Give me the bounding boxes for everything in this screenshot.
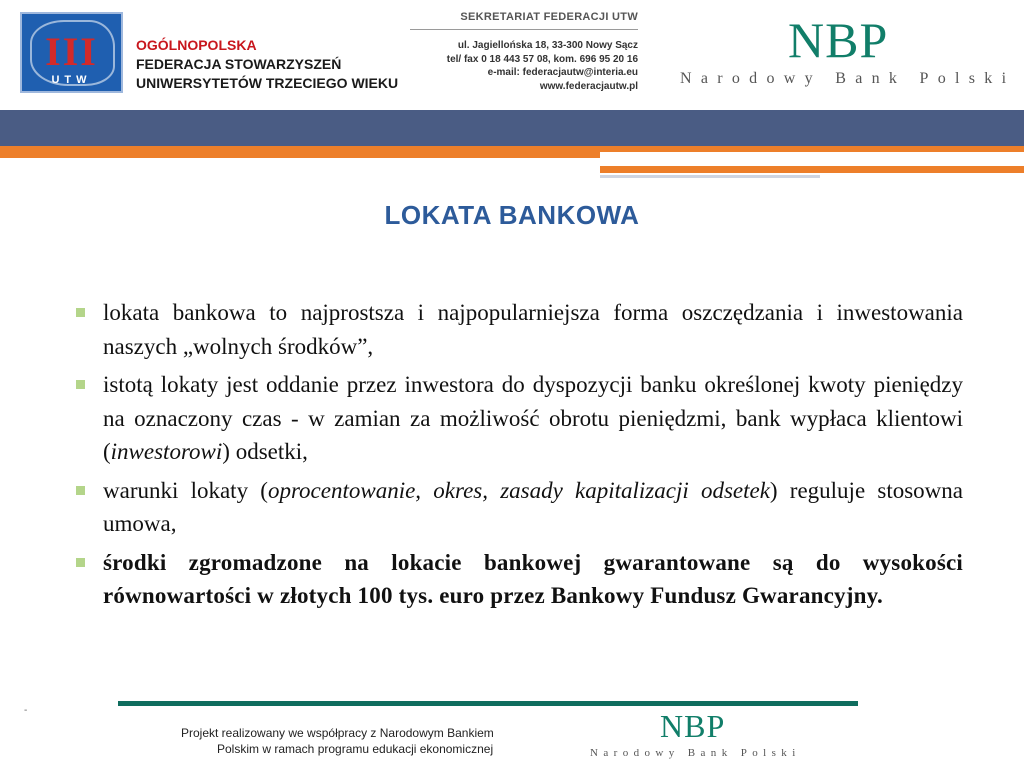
bullet-text (103, 368, 963, 469)
nbp-logo-footer-fullname: Narodowy Bank Polski (590, 747, 801, 759)
bullet-text-part: ) odsetki, (222, 439, 308, 464)
bullet-square-icon (76, 380, 85, 389)
utw-logo-roman: III (45, 29, 98, 74)
list-item (76, 546, 963, 613)
footer-dash: - (24, 705, 28, 716)
bullet-list (76, 296, 963, 618)
bullet-text-italic: inwestorowi (110, 439, 223, 464)
secretariat-phone: tel/ fax 0 18 443 57 08, kom. 696 95 20 16 (446, 53, 638, 65)
nbp-logo-header-fullname: Narodowy Bank Polski (680, 70, 1016, 87)
nbp-logo-footer-acronym: NBP (660, 708, 726, 744)
bullet-text-italic: oprocentowanie, okres, zasady kapitalizacji odsetek (267, 477, 770, 503)
list-item (76, 474, 963, 541)
bullet-text: środki zgromadzone na lokacie bankowej gwarantowane są do wysokości równowartości w złotych 100 tys. euro przez Bankowy Fundusz Gwarancyjny. (103, 549, 963, 608)
bullet-text-part: istotą lokaty jest oddanie przez inwestora do dyspozycji banku określonej kwoty pieniędzy na oznaczony czas - w zamian za możliwość obrotu pieniędzmi, bank wypłaca klientowi ( (103, 372, 963, 464)
nbp-logo-header (680, 12, 1016, 88)
bullet-text: lokata bankowa to najprostsza i najpopularniejsza forma oszczędzania i inwestowania naszych „wolnych środków”, (103, 300, 963, 359)
footer-divider (118, 701, 858, 706)
header-band-blue (0, 110, 1024, 146)
page-title: LOKATA BANKOWA (384, 200, 640, 230)
federation-name-line3: UNIWERSYTETÓW TRZECIEGO WIEKU (136, 75, 399, 91)
secretariat-contact (410, 11, 638, 93)
bullet-square-icon (76, 308, 85, 317)
secretariat-address: ul. Jagiellońska 18, 33-300 Nowy Sącz (457, 40, 638, 51)
bullet-text-part: ) reguluje stosowna umowa, (103, 477, 963, 536)
nbp-logo-footer (590, 710, 810, 759)
header-band-orange-right (600, 166, 1024, 173)
header-band-notch (600, 152, 1024, 177)
secretariat-email[interactable]: e-mail: federacjautw@interia.eu (487, 67, 638, 78)
footer-note-line2: Polskim w ramach programu edukacji ekonomicznej (217, 742, 494, 756)
federation-name (136, 36, 398, 93)
bullet-square-icon (76, 558, 85, 567)
list-item (76, 368, 963, 469)
nbp-logo-header-acronym: NBP (788, 12, 889, 68)
secretariat-website[interactable]: www.federacjautw.pl (539, 80, 638, 92)
secretariat-title: SEKRETARIAT FEDERACJI UTW (410, 11, 638, 30)
federation-name-line2: FEDERACJA STOWARZYSZEŃ (136, 56, 342, 72)
utw-logo-sub: UTW (51, 74, 92, 86)
footer-project-note (181, 725, 511, 757)
bullet-text-part: warunki lokaty ( (103, 477, 268, 503)
footer-note-line1: Projekt realizowany we współpracy z Narodowym Bankiem (181, 726, 494, 740)
list-item (76, 296, 963, 363)
bullet-square-icon (76, 486, 85, 495)
bullet-text (103, 474, 963, 541)
utw-logo (20, 12, 123, 93)
header-band-grey (600, 175, 820, 178)
federation-name-line1: OGÓLNOPOLSKA (136, 37, 257, 53)
